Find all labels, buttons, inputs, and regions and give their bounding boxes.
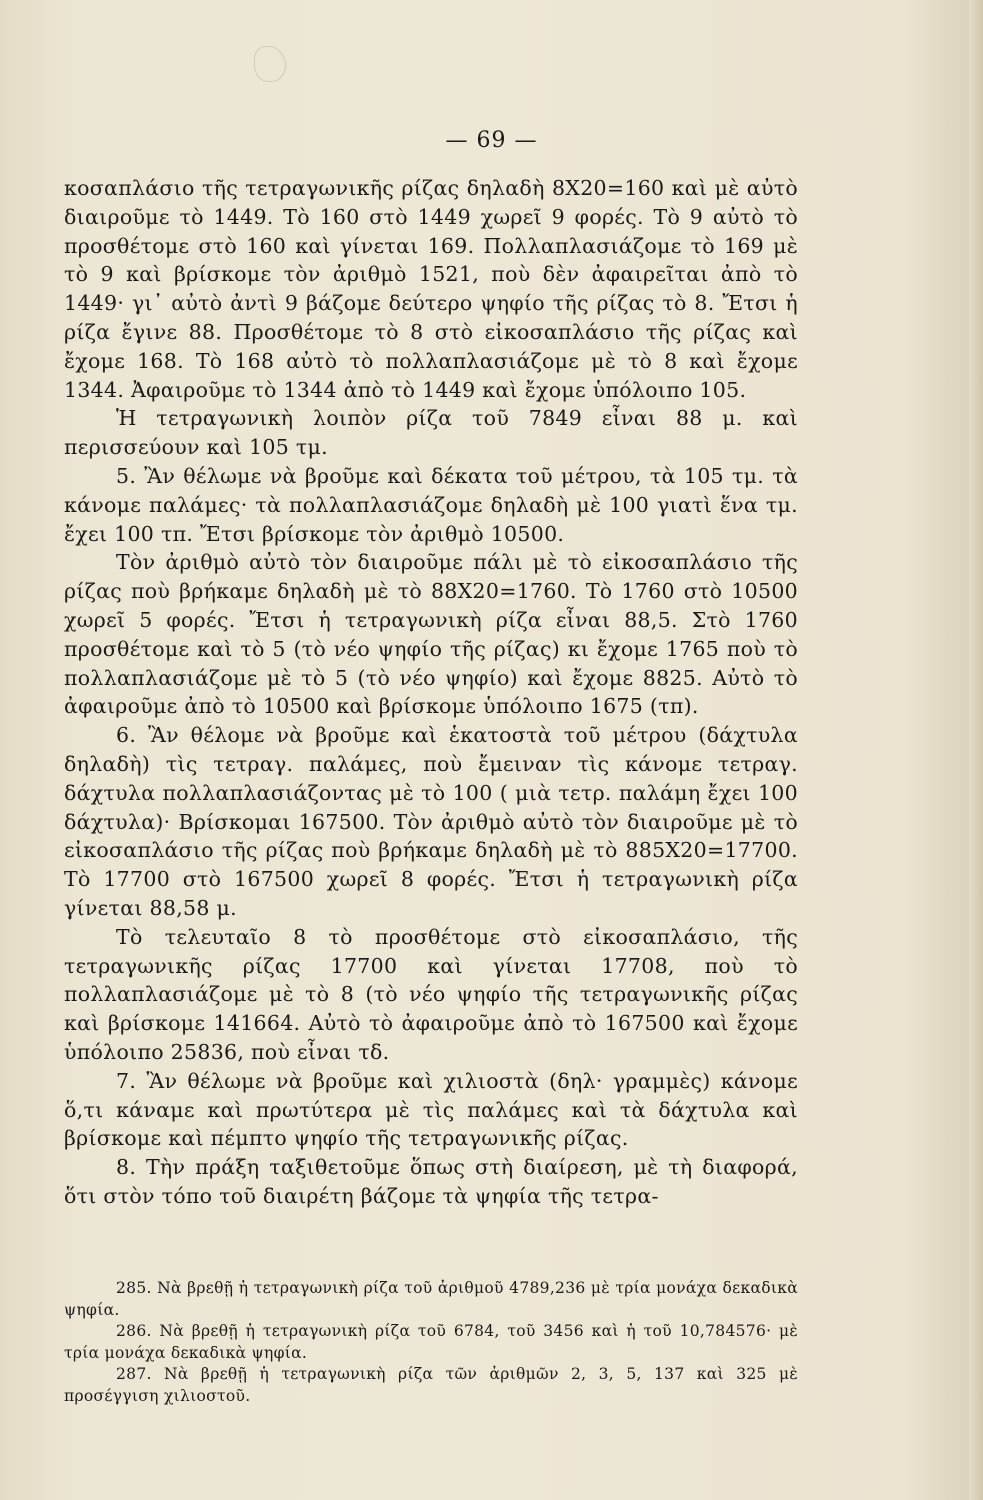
exercise-286: 286. Νὰ βρεθῇ ἡ τετραγωνικὴ ρίζα τοῦ 6784, τοῦ 3456 καὶ ἡ τοῦ 10,784576· μὲ τρία μονάχα δεκαδικὰ ψηφία. bbox=[64, 1322, 798, 1362]
paragraph-step-5: 5. Ἂν θέλωμε νὰ βροῦμε καὶ δέκατα τοῦ μέτρου, τὰ 105 τμ. τὰ κάνομε παλάμες· τὰ πολλαπλασιάζομε δηλαδὴ μὲ 100 γιατὶ ἕνα τμ. ἔχει 100 τπ. Ἔτσι βρίσκομε τὸν ἀριθμὸ 10500. bbox=[64, 463, 798, 546]
page-number: — 69 — bbox=[445, 128, 538, 153]
paragraph: Τὸν ἀριθμὸ αὐτὸ τὸν διαιροῦμε πάλι μὲ τὸ εἰκοσαπλάσιο τῆς ρίζας ποὺ βρήκαμε δηλαδὴ μὲ τὸ 88Χ20=1760. Τὸ 1760 στὸ 10500 χωρεῖ 5 φορές. Ἔτσι ἡ τετραγωνικὴ ρίζα εἶναι 88,5. Στὸ 1760 προσθέτομε καὶ τὸ 5 (τὸ νέο ψηφίο τῆς ρίζας) κι ἔχομε 1765 ποὺ τὸ πολλαπλασιάζομε μὲ τὸ 5 (τὸ νέο ψηφίο) καὶ ἔχομε 8825. Αὐτὸ τὸ ἀφαιροῦμε ἀπὸ τὸ 10500 καὶ βρίσκομε ὑπόλοιπο 1675 (τπ). bbox=[64, 550, 798, 719]
exercise-287: 287. Νὰ βρεθῇ ἡ τετραγωνικὴ ρίζα τῶν ἀριθμῶν 2, 3, 5, 137 καὶ 325 μὲ προσέγγιση χιλιοστοῦ. bbox=[64, 1365, 798, 1405]
paragraph-step-8: 8. Τὴν πράξη ταξιθετοῦμε ὅπως στὴ διαίρεση, μὲ τὴ διαφορά, ὅτι στὸν τόπο τοῦ διαιρέτη βάζομε τὰ ψηφία τῆς τετρα- bbox=[64, 1155, 798, 1208]
main-text bbox=[64, 174, 798, 1211]
paragraph: Ἡ τετραγωνικὴ λοιπὸν ρίζα τοῦ 7849 εἶναι 88 μ. καὶ περισσεύουν καὶ 105 τμ. bbox=[64, 406, 798, 460]
ink-mark bbox=[254, 46, 286, 82]
paragraph-step-7: 7. Ἂν θέλωμε νὰ βροῦμε καὶ χιλιοστὰ (δηλ· γραμμὲς) κάνομε ὅ,τι κάναμε καὶ πρωτύτερα μὲ τὶς παλάμες καὶ τὰ δάχτυλα καὶ βρίσκομε καὶ πέμπτο ψηφίο τῆς τετραγωνικῆς ρίζας. bbox=[64, 1068, 798, 1151]
exercise-footnotes bbox=[64, 1278, 798, 1407]
paragraph-step-6: 6. Ἂν θέλομε νὰ βροῦμε καὶ ἑκατοστὰ τοῦ μέτρου (δάχτυλα δηλαδὴ) τὶς τετραγ. παλάμες, ποὺ ἔμειναν τὶς κάνομε τετραγ. δάχτυλα πολλαπλασιάζοντας μὲ τὸ 100 ( μιὰ τετρ. παλάμη ἔχει 100 δάχτυλα)· Βρίσκομαι 167500. Τὸν ἀριθμὸ αὐτὸ τὸν διαιροῦμε μὲ τὸ εἰκοσαπλάσιο τῆς ρίζας ποὺ βρήκαμε δηλαδὴ μὲ τὸ 885Χ20=17700. Τὸ 17700 στὸ 167500 χωρεῖ 8 φορές. Ἔτσι ἡ τετραγωνικὴ ρίζα γίνεται 88,58 μ. bbox=[64, 723, 798, 920]
paragraph-continuation: κοσαπλάσιο τῆς τετραγωνικῆς ρίζας δηλαδὴ 8Χ20=160 καὶ μὲ αὐτὸ διαιροῦμε τὸ 1449. Τὸ 160 στὸ 1449 χωρεῖ 9 φορές. Τὸ 9 αὐτὸ τὸ προσθέτομε στὸ 160 καὶ γίνεται 169. Πολλαπλασιάζομε τὸ 169 μὲ τὸ 9 καὶ βρίσκομε τὸν ἀριθμὸ 1521, ποὺ δὲν ἀφαιρεῖται ἀπὸ τὸ 1449· γι᾽ αὐτὸ ἀντὶ 9 βάζομε δεύτερο ψηφίο τῆς ρίζας τὸ 8. Ἔτσι ἡ ρίζα ἔγινε 88. Προσθέτομε τὸ 8 στὸ εἰκοσαπλάσιο τῆς ρίζας καὶ ἔχομε 168. Τὸ 168 αὐτὸ τὸ πολλαπλασιάζομε μὲ τὸ 8 καὶ ἔχομε 1344. Ἀφαιροῦμε τὸ 1344 ἀπὸ τὸ 1449 καὶ ἔχομε ὑπόλοιπο 105. bbox=[64, 176, 798, 402]
exercise-285: 285. Νὰ βρεθῇ ἡ τετραγωνικὴ ρίζα τοῦ ἀριθμοῦ 4789,236 μὲ τρία μονάχα δεκαδικὰ ψηφία. bbox=[64, 1279, 798, 1319]
page-edge-shadow bbox=[969, 0, 983, 1500]
paragraph: Τὸ τελευταῖο 8 τὸ προσθέτομε στὸ εἰκοσαπλάσιο, τῆς τετραγωνικῆς ρίζας 17700 καὶ γίνεται 17708, ποὺ τὸ πολλαπλασιάζομε μὲ τὸ 8 (τὸ νέο ψηφίο τῆς τετραγωνικῆς ρίζας καὶ βρίσκομε 141664. Αὐτὸ τὸ ἀφαιροῦμε ἀπὸ τὸ 167500 καὶ ἔχομε ὑπόλοιπο 25836, ποὺ εἶναι τδ. bbox=[64, 924, 798, 1064]
